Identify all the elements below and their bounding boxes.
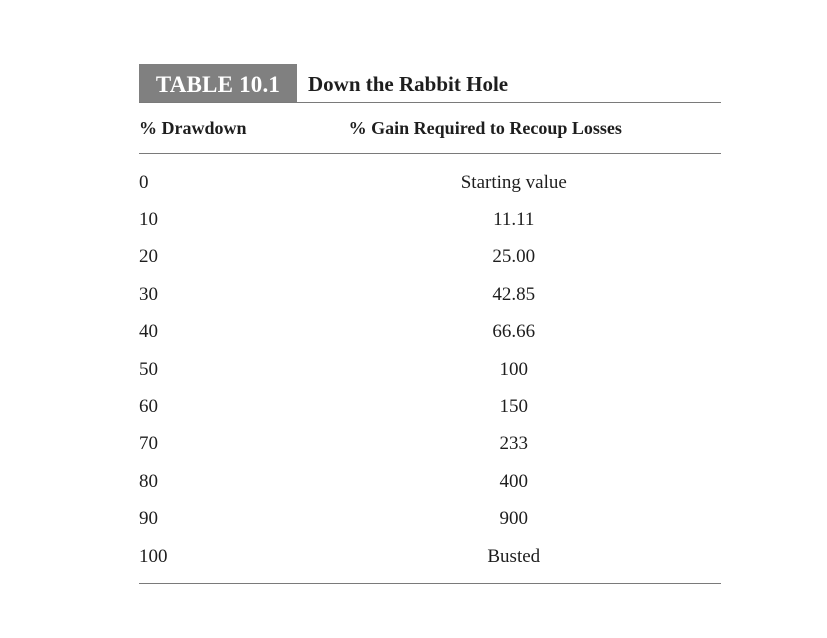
gain-required-cell: 66.66 <box>492 321 536 343</box>
table-row <box>139 239 721 276</box>
drawdown-cell: 70 <box>139 433 158 455</box>
gain-required-cell: 900 <box>499 508 529 530</box>
gain-required-cell: Starting value <box>460 171 567 193</box>
table-number-label: TABLE 10.1 <box>139 64 297 102</box>
drawdown-cell: 60 <box>139 396 158 418</box>
table-row <box>139 201 721 238</box>
drawdown-cell: 0 <box>139 171 149 193</box>
gain-required-cell: 11.11 <box>493 209 535 231</box>
table-body <box>139 154 721 584</box>
drawdown-cell: 30 <box>139 283 158 305</box>
gain-required-cell: 150 <box>499 396 529 418</box>
gain-required-cell: 25.00 <box>492 246 536 268</box>
gain-required-cell: 233 <box>499 433 529 455</box>
column-header-gain-required: % Gain Required to Recoup Losses <box>348 117 622 138</box>
table-row <box>139 501 721 538</box>
drawdown-cell: 50 <box>139 358 158 380</box>
drawdown-cell: 80 <box>139 470 158 492</box>
table-row <box>139 463 721 500</box>
gain-required-cell: Busted <box>487 545 541 567</box>
gain-required-cell: 400 <box>499 470 529 492</box>
table-row <box>139 388 721 425</box>
table-caption <box>139 64 721 103</box>
drawdown-cell: 100 <box>139 545 168 567</box>
gain-required-cell: 42.85 <box>492 283 536 305</box>
drawdown-cell: 10 <box>139 209 158 231</box>
column-header-drawdown: % Drawdown <box>139 117 247 138</box>
table-header-row <box>139 103 721 154</box>
table-title: Down the Rabbit Hole <box>308 71 509 96</box>
table-row <box>139 164 721 201</box>
drawdown-cell: 90 <box>139 508 158 530</box>
table-row <box>139 276 721 313</box>
table-row <box>139 314 721 351</box>
drawdown-table <box>139 64 721 584</box>
table-row <box>139 351 721 388</box>
table-row <box>139 426 721 463</box>
drawdown-cell: 40 <box>139 321 158 343</box>
drawdown-cell: 20 <box>139 246 158 268</box>
gain-required-cell: 100 <box>499 358 529 380</box>
table-row <box>139 538 721 575</box>
